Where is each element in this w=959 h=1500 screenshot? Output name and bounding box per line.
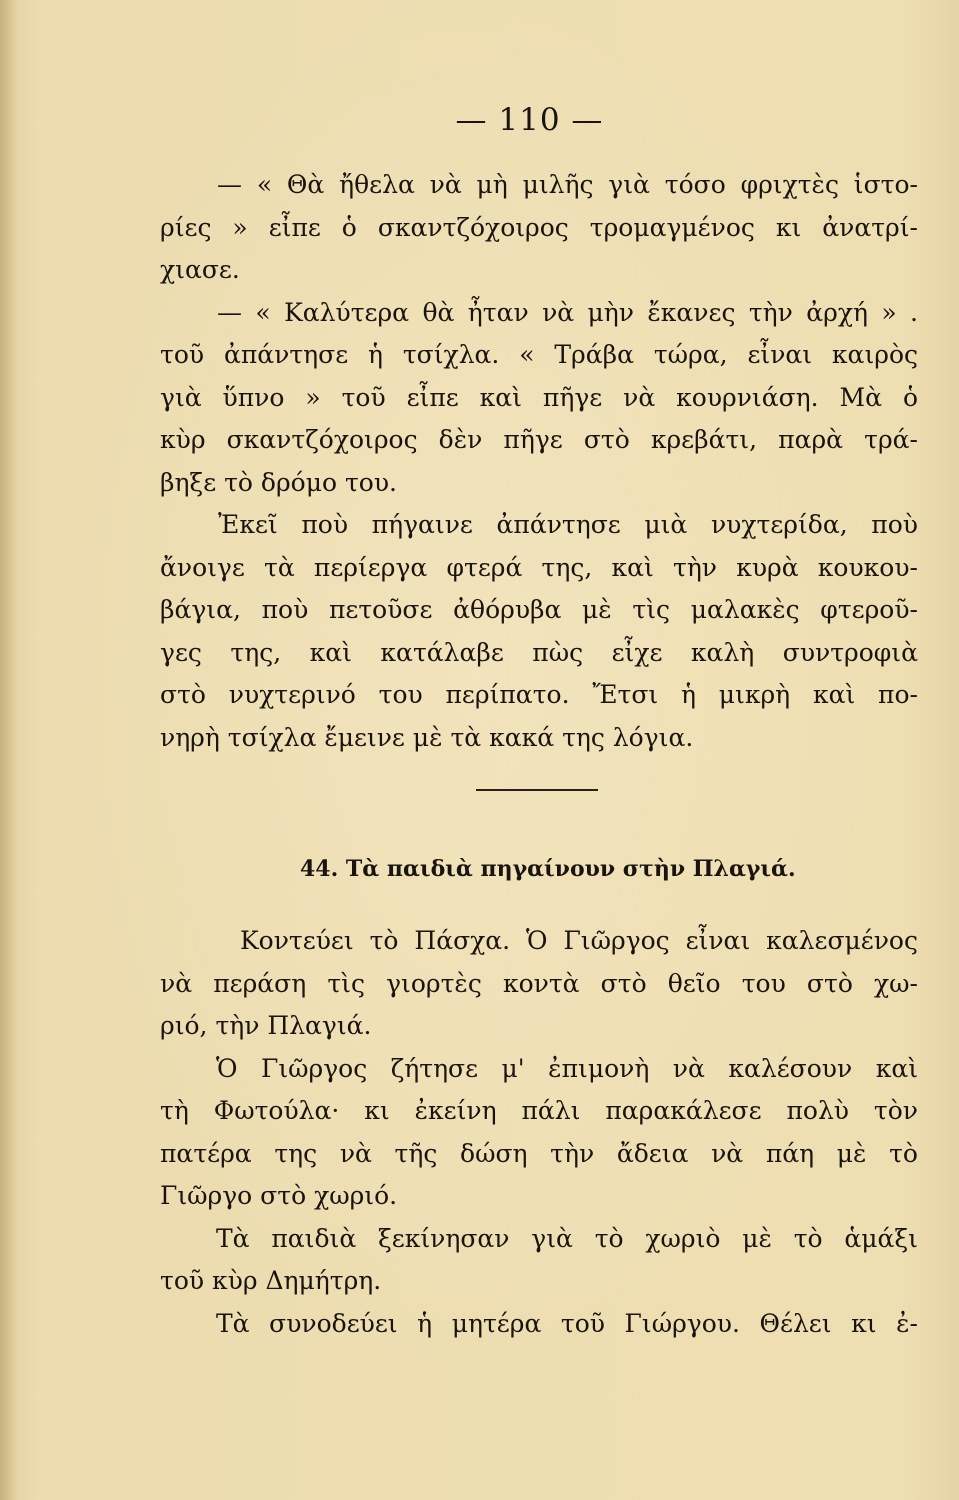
text-line: Τὰ παιδιὰ ξεκίνησαν γιὰ τὸ χωριὸ μὲ τὸ ἁμάξι xyxy=(216,1223,918,1253)
text-line: Ὁ Γιῶργος ζήτησε μ' ἐπιμονὴ νὰ καλέσουν καὶ xyxy=(216,1053,918,1083)
text-line: βάγια, ποὺ πετοῦσε ἀθόρυβα μὲ τὶς μαλακὲς φτεροῦ- xyxy=(160,595,918,624)
text-line: νὰ περάση τὶς γιορτὲς κοντὰ στὸ θεῖο του στὸ χω- xyxy=(160,968,918,998)
text-line: ριό, τὴν Πλαγιά. xyxy=(160,1011,372,1040)
text-line: Γιῶργο στὸ χωριό. xyxy=(160,1181,398,1210)
text-line: βηξε τὸ δρόμο του. xyxy=(160,467,397,497)
text-line: γιὰ ὕπνο » τοῦ εἶπε καὶ πῆγε νὰ κουρνιάση. Μὰ ὁ xyxy=(160,382,918,412)
page-number: — 110 — xyxy=(455,102,604,138)
text-line: ρίες » εἶπε ὁ σκαντζόχοιρος τρομαγμένος κι ἀνατρί- xyxy=(160,212,918,242)
text-line: χιασε. xyxy=(160,255,240,284)
section-heading: 44. Τὰ παιδιὰ πηγαίνουν στὴν Πλαγιά. xyxy=(300,856,796,882)
binding-shadow xyxy=(0,0,18,1500)
text-block-top xyxy=(160,164,918,759)
text-line: Κοντεύει τὸ Πάσχα. Ὁ Γιῶργος εἶναι καλεσμένος xyxy=(240,926,918,955)
text-line: Ἐκεῖ ποὺ πήγαινε ἀπάντησε μιὰ νυχτερίδα, ποὺ xyxy=(218,510,918,539)
text-line: ἄνοιγε τὰ περίεργα φτερά της, καὶ τὴν κυρὰ κουκου- xyxy=(160,552,918,582)
text-line: πατέρα της νὰ τῆς δώση τὴν ἄδεια νὰ πάη μὲ τὸ xyxy=(160,1138,918,1168)
text-line: — « Θὰ ἤθελα νὰ μὴ μιλῆς γιὰ τόσο φριχτὲς ἱστο- xyxy=(217,170,918,199)
text-line: νηρὴ τσίχλα ἔμεινε μὲ τὰ κακά της λόγια. xyxy=(160,722,694,752)
text-line: κὺρ σκαντζόχοιρος δὲν πῆγε στὸ κρεβάτι, παρὰ τρά- xyxy=(160,425,918,454)
text-line: στὸ νυχτερινό του περίπατο. Ἔτσι ἡ μικρὴ καὶ πο- xyxy=(160,680,918,709)
text-line: γες της, καὶ κατάλαβε πὼς εἶχε καλὴ συντροφιὰ xyxy=(160,637,918,667)
text-line: Τὰ συνοδεύει ἡ μητέρα τοῦ Γιώργου. Θέλει κι ἐ- xyxy=(216,1308,918,1338)
text-line: — « Καλύτερα θὰ ἦταν νὰ μὴν ἔκανες τὴν ἀρχή » . xyxy=(217,297,918,327)
text-line: τοῦ ἀπάντησε ἡ τσίχλα. « Τράβα τώρα, εἶναι καιρὸς xyxy=(160,340,918,369)
text-block-bottom xyxy=(160,920,918,1345)
text-line: τοῦ κὺρ Δημήτρη. xyxy=(160,1266,382,1295)
section-divider xyxy=(476,789,598,791)
text-line: τὴ Φωτούλα· κι ἐκείνη πάλι παρακάλεσε πολὺ τὸν xyxy=(160,1096,918,1125)
